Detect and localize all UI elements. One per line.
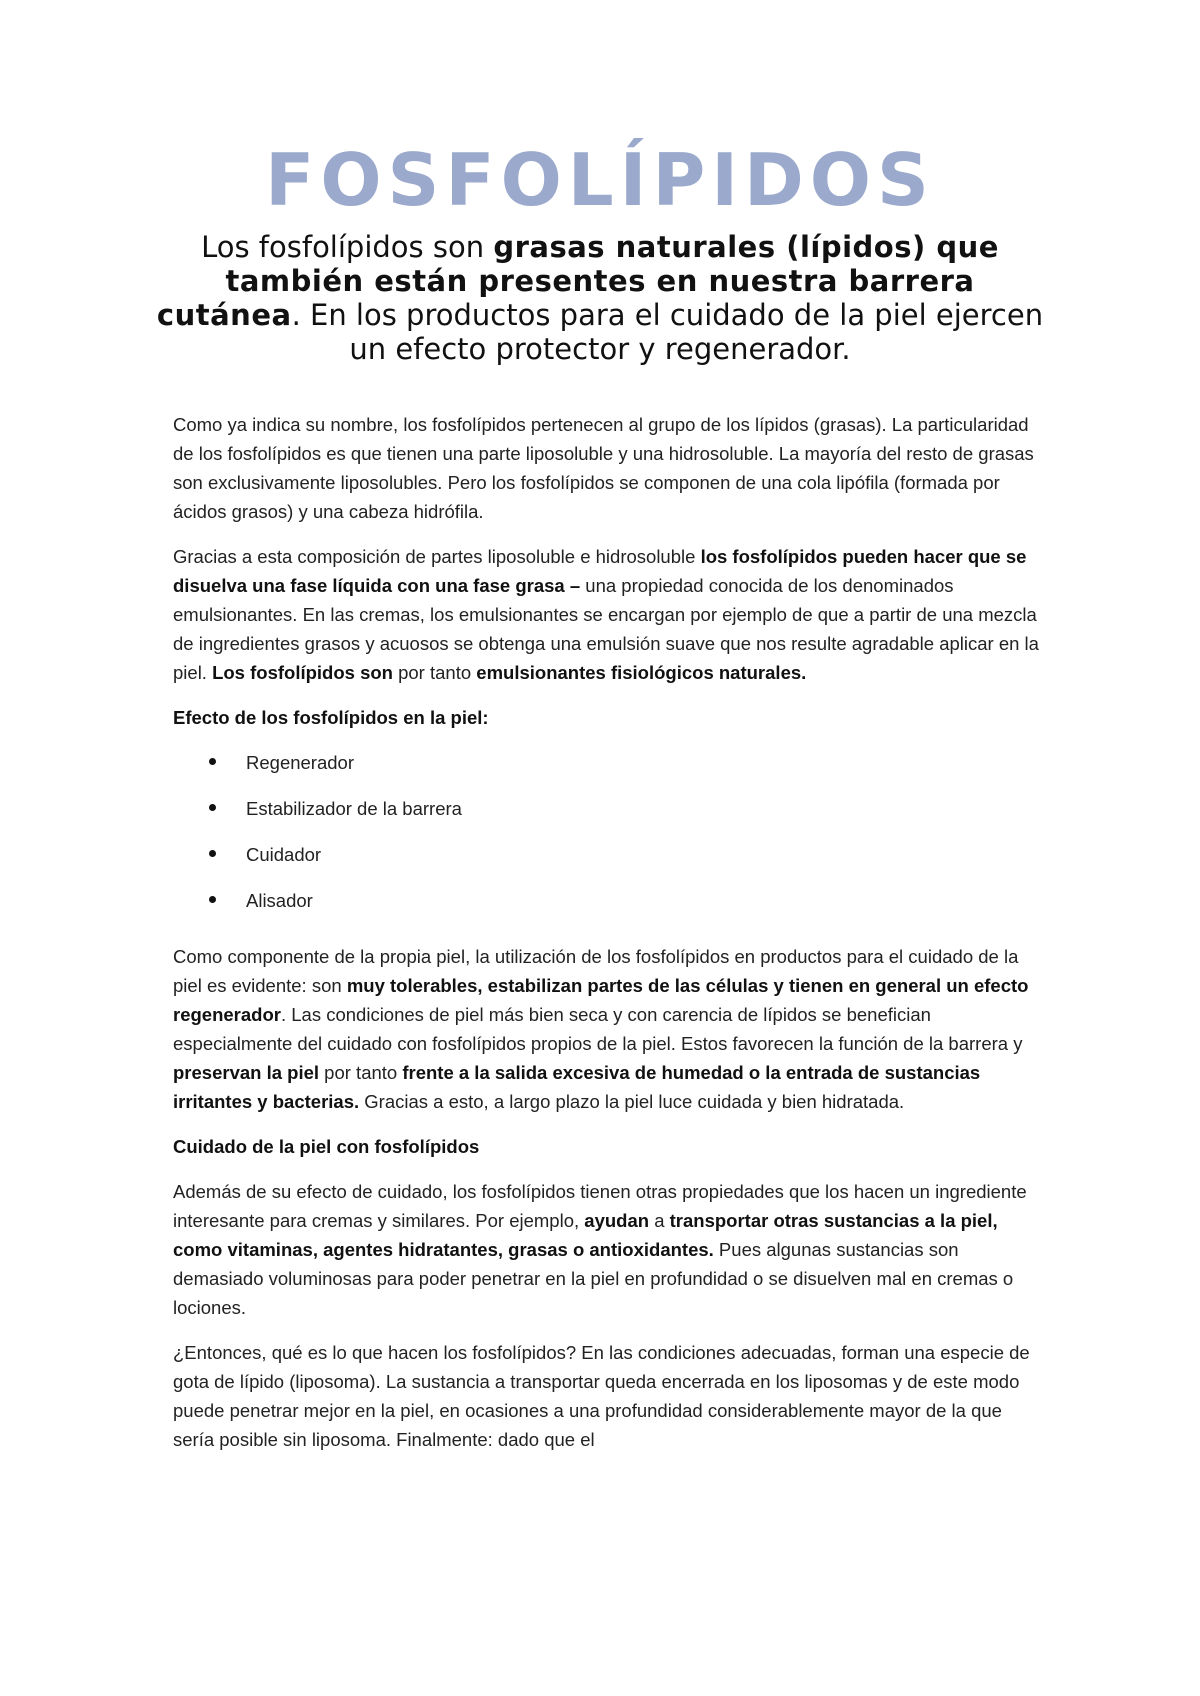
p3-text-1: Como componente de la propia piel, la utilización de los fosfolípidos en productos para el cuidado de la piel es evidente: son <box>173 946 1019 996</box>
list-item <box>173 886 1043 932</box>
paragraph-3 <box>173 942 1043 1116</box>
p3-bold-3: frente a la salida excesiva de humedad o la entrada de sustancias irritantes y bacterias. <box>173 1062 981 1112</box>
intro-bold: grasas naturales (lípidos) que también están presentes en nuestra barrera cutánea <box>156 230 999 332</box>
effects-list <box>173 748 1043 932</box>
p3-text-2: . Las condiciones de piel más bien seca y con carencia de lípidos se benefician especialmente del cuidado con fosfolípidos propios de la piel. Estos favorecen la función de la barrera y <box>173 1004 1023 1054</box>
p4-bold-2: transportar otras sustancias a la piel, como vitaminas, agentes hidratantes, grasas o antioxidantes. <box>173 1210 998 1260</box>
list-item-label: Estabilizador de la barrera <box>246 798 462 819</box>
list-item <box>173 748 1043 794</box>
p4-text-1: Además de su efecto de cuidado, los fosfolípidos tienen otras propiedades que los hacen un ingrediente interesante para cremas y similares. Por ejemplo, <box>173 1181 1027 1231</box>
p2-bold-3: emulsionantes fisiológicos naturales. <box>476 662 807 683</box>
intro-paragraph <box>150 230 1050 366</box>
p2-text-1: Gracias a esta composición de partes liposoluble e hidrosoluble <box>173 546 701 567</box>
p3-bold-1: muy tolerables, estabilizan partes de las células y tienen en general un efecto regenerador <box>173 975 1029 1025</box>
paragraph-1: Como ya indica su nombre, los fosfolípidos pertenecen al grupo de los lípidos (grasas). La particularidad de los fosfolípidos es que tienen una parte liposoluble y una hidrosoluble. La mayoría del resto de grasas son exclusivamente liposolubles. Pero los fosfolípidos se componen de una cola lipófila (formada por ácidos grasos) y una cabeza hidrófila. <box>173 414 1034 522</box>
document-title: FOSFOLÍPIDOS <box>265 138 935 222</box>
section-heading-care: Cuidado de la piel con fosfolípidos <box>173 1136 480 1157</box>
paragraph-4 <box>173 1177 1043 1322</box>
bullet-icon <box>209 896 216 903</box>
p2-text-2: una propiedad conocida de los denominados emulsionantes. En las cremas, los emulsionantes se encargan por ejemplo de que a partir de una mezcla de ingredientes grasos y acuosos se obtenga una emulsión suave que nos resulte agradable aplicar en la piel. <box>173 575 1039 683</box>
list-item-label: Cuidador <box>246 844 322 865</box>
p3-text-4: Gracias a esto, a largo plazo la piel luce cuidada y bien hidratada. <box>359 1091 905 1112</box>
p4-bold-1: ayudan <box>584 1210 650 1231</box>
list-item-label: Regenerador <box>246 752 354 773</box>
intro-text: Los fosfolípidos son <box>201 230 494 264</box>
p2-text-3: por tanto <box>392 662 477 683</box>
section-heading-effects: Efecto de los fosfolípidos en la piel: <box>173 707 489 728</box>
p2-bold-2: Los fosfolípidos son <box>212 662 393 683</box>
document-body <box>173 410 1043 1470</box>
p3-bold-2: preservan la piel <box>173 1062 320 1083</box>
p4-text-3: Pues algunas sustancias son demasiado voluminosas para poder penetrar en la piel en profundidad o se disuelven mal en cremas o lociones. <box>173 1239 1014 1318</box>
bullet-icon <box>209 804 216 811</box>
list-item-label: Alisador <box>246 890 313 911</box>
p4-text-2: a <box>649 1210 670 1231</box>
list-item <box>173 794 1043 840</box>
bullet-icon <box>209 850 216 857</box>
bullet-icon <box>209 758 216 765</box>
intro-text-end: . En los productos para el cuidado de la piel ejercen un efecto protector y regenerador. <box>291 298 1044 366</box>
paragraph-5: ¿Entonces, qué es lo que hacen los fosfolípidos? En las condiciones adecuadas, forman una especie de gota de lípido (liposoma). La sustancia a transportar queda encerrada en los liposomas y de este modo puede penetrar mejor en la piel, en ocasiones a una profundidad considerablemente mayor de la que sería posible sin liposoma. Finalmente: dado que el <box>173 1342 1030 1450</box>
list-item <box>173 840 1043 886</box>
p2-bold-1: los fosfolípidos pueden hacer que se disuelva una fase líquida con una fase grasa – <box>173 546 1027 596</box>
paragraph-2 <box>173 542 1043 687</box>
p3-text-3: por tanto <box>319 1062 403 1083</box>
